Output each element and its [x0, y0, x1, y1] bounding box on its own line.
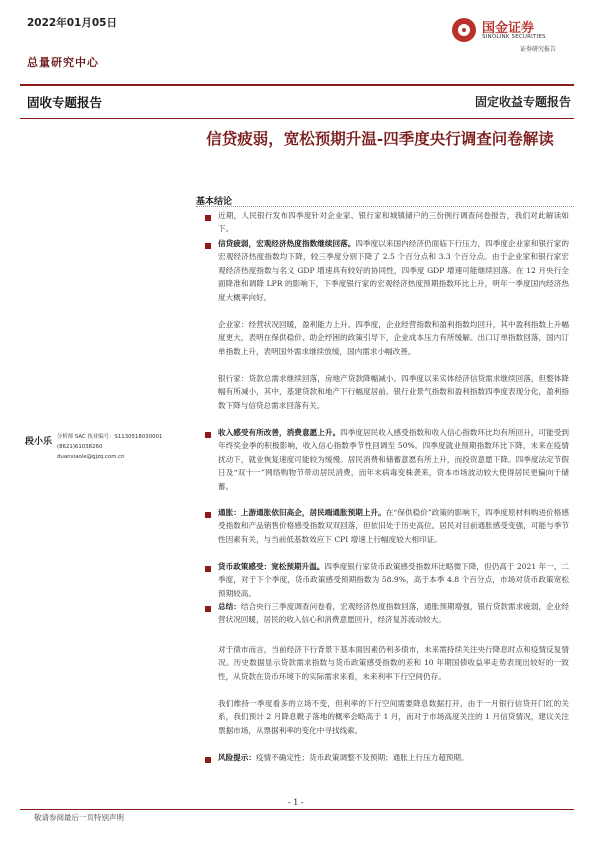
- logo-cn-text: 国金证券: [482, 21, 535, 36]
- author-name: 段小乐: [25, 437, 53, 447]
- paragraph-credit: [218, 237, 569, 304]
- report-category: 证券研究报告: [520, 46, 557, 53]
- paragraph-body: 在“保供稳价”政策的影响下，四季度原材料购进价格感受指数和产品销售价格感受指数双双回落，但依旧处于历史高位。居民对目前通胀感受变强，可能与季节性因素有关，与当前低基数效应下 CPI 增速上行幅度较大相印证。: [218, 508, 570, 544]
- author-email: duanxiaole@gjzq.com.cn: [57, 454, 125, 460]
- report-type-right: 固定收益专题报告: [474, 95, 571, 109]
- bullet-square: [205, 243, 211, 249]
- section-heading: 基本结论: [196, 197, 233, 207]
- paragraph-bold-lead: 风险提示：: [218, 753, 256, 762]
- paragraph-body: 四季度居民收入感受指数和收入信心指数环比均有所回升，可能受到年终奖金季的积极影响，收入信心指数季节性回调至 50%。四季度就业预期指数环比下降，未来在疫情扰动下，就业恢复速度可能较为缓慢。居民消费和储蓄意愿有所上升，而投资意愿下降。四季度法定节假日及“双十一”网络购物节带动居民消费，而年末病毒变株袭来，资本市场波动较大使得居民更偏向于储蓄。: [218, 428, 570, 491]
- bullet-square: [205, 757, 211, 763]
- paragraph-bold-lead: 货币政策感受：宽松预期升温。: [218, 562, 325, 571]
- report-title: 信贷疲弱，宽松预期升温-四季度央行调查问卷解读: [206, 129, 554, 148]
- paragraph-bond-market: 对于债市而言，当前经济下行背景下基本面因素仍利多债市，未来需持续关注央行降息时点和疫情反复情况。历史数据显示贷款需求指数与货币政策感受指数的差和 10 年期国债收益率走势表现出较好的一致性，从贷款在货币环境下的实际需求来看，未来利率下行空间仍存。: [218, 645, 569, 681]
- author-phone: (8621)61038260: [57, 444, 103, 450]
- bullet-square: [205, 566, 211, 572]
- report-date: 2022年01月05日: [27, 17, 117, 29]
- research-center: 总量研究中心: [27, 56, 99, 69]
- paragraph-bold-lead: 通胀：上游通胀依旧高企，居民端通胀预期上升。: [218, 508, 386, 517]
- section-divider: [196, 206, 574, 207]
- paragraph-summary: [218, 600, 569, 627]
- paragraph-income: [218, 426, 569, 493]
- paragraph-body: 疫情不确定性；货币政策调整不及预期；通胀上行压力超预期。: [255, 753, 469, 762]
- paragraph-body: 结合央行三季度调查问卷看，宏观经济热度指数回落，通胀预期增强，银行贷款需求疲弱，企业经营状况回暖，居民的收入信心和消费意愿回升，经济复苏流动较大。: [218, 602, 570, 625]
- logo-icon: [452, 18, 476, 42]
- paragraph-bold-lead: 总结：: [218, 602, 241, 611]
- footer-disclaimer: 敬请参阅最后一页特别声明: [34, 813, 124, 822]
- author-title: 分析师 SAC 执业编号：S1130518030001: [57, 434, 163, 440]
- paragraph-bold-lead: 信贷疲弱，宏观经济热度指数继续回落。: [218, 239, 356, 248]
- paragraph-monetary: [218, 560, 569, 600]
- paragraph-body: 四季度以来国内经济仍面临下行压力，四季度企业家和银行家的宏观经济热度指数均下降，较三季度分别下降了 2.5 个百分点和 3.3 个百分点。由于企业家和银行家宏观经济热度指数与名义 GDP 增速具有较好的协同性，四季度 GDP 增速可能继续回落。在 12 月央行全面降准和调降 LPR 的影响下，下季度银行家的宏观经济热度预期指数环比上升，明年一季度国内经济热度大概率向好。: [218, 239, 570, 302]
- author-info: [57, 432, 162, 462]
- paragraph-intro: 近期，人民银行发布四季度针对企业家、银行家和城镇储户的三份例行调查问卷报告，我们对此解读如下。: [218, 211, 569, 234]
- paragraph-banker: 银行家：贷款总需求继续回落，房地产贷款降幅减小。四季度以来实体经济信贷需求继续回落，但整体降幅有所减小，其中，基建贷款和地产下行幅度居前。银行业景气指数和盈利指数四季度表现分化，盈利指数下降与信贷总需求回落有关。: [218, 374, 569, 410]
- paragraph-bold-lead: 收入感受有所改善，消费意愿上升。: [218, 428, 341, 437]
- logo-en-text: SINOLINK SECURITIES: [482, 34, 546, 40]
- page-number: - 1 -: [288, 798, 304, 807]
- footer-divider: [20, 809, 574, 810]
- report-type-left: 固收专题报告: [27, 95, 103, 110]
- bullet-square: [205, 215, 211, 221]
- bullet-square: [205, 606, 211, 612]
- paragraph-enterprise: 企业家：经营状况回暖，盈利能力上升。四季度，企业经营指数和盈利指数均回升，其中盈利指数上升幅度更大，表明在保供稳价、助企纾困的政策引导下，企业成本压力有所缓解。出口订单指数回落，国内订单指数上升，表明国外需求继续放缓，国内需求小幅改善。: [218, 320, 569, 356]
- paragraph-body: 四季度银行家货币政策感受指数环比略微下降，但仍高于 2021 年一、二季度，对于下个季度，货币政策感受预期指数为 58.9%，高于本季 4.8 个百分点，市场对货币政策宽松预期较高。: [218, 562, 570, 598]
- bullet-square: [205, 512, 211, 518]
- bullet-square: [205, 432, 211, 438]
- paragraph-outlook: 我们维持一季度看多的立场不变，但利率的下行空间需要降息数据打开，由于一月银行信贷开门红的关系，我们预计 2 月降息靴子落地的概率会略高于 1 月，而对于市场高度关注的 1 月信贷情况，建议关注票据市场，从票据利率的变化中寻找线索。: [218, 699, 569, 735]
- paragraph-inflation: [218, 506, 569, 546]
- paragraph-risk: [218, 751, 569, 764]
